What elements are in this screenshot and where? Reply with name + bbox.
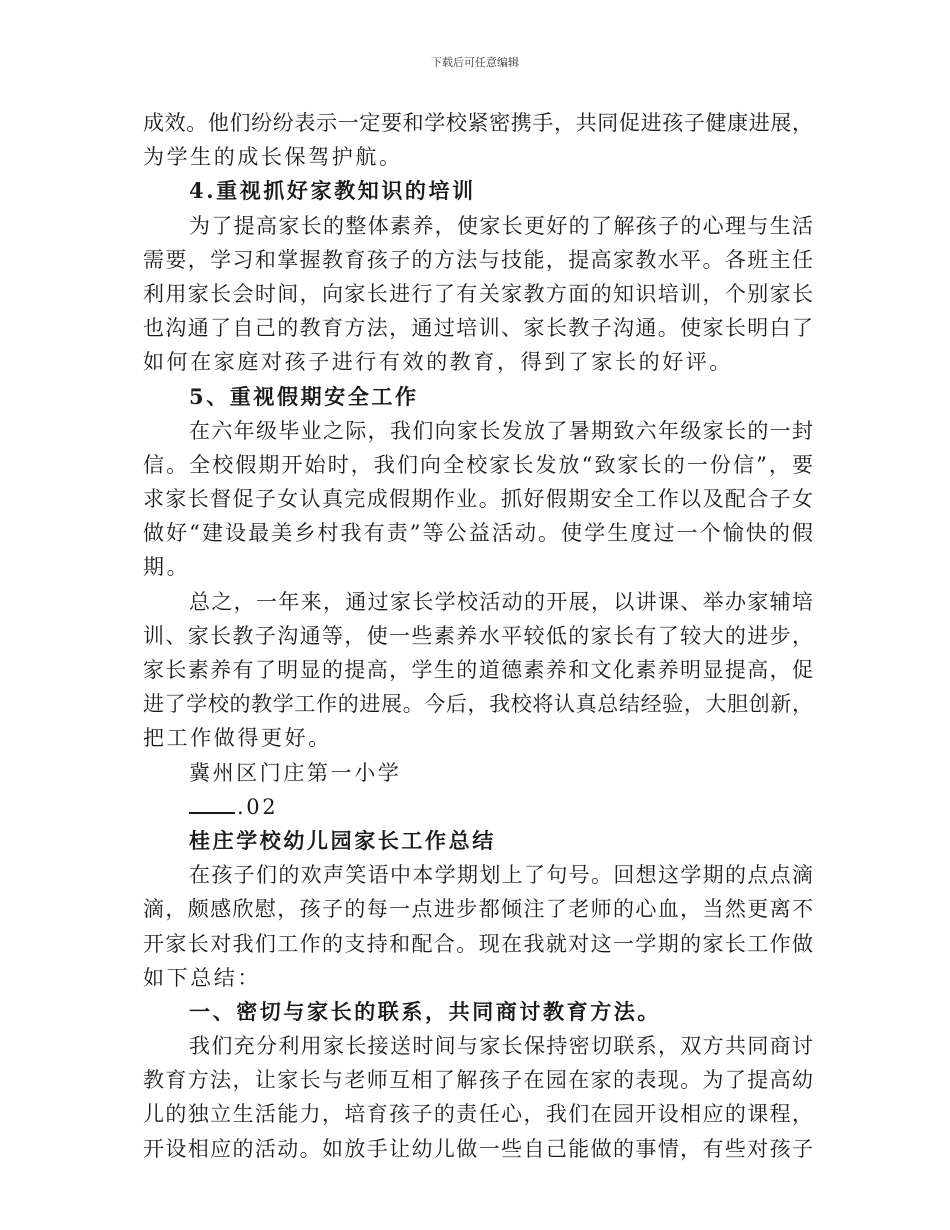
text-line: 冀州区门庄第一小学 [189,760,402,785]
text-line: 需要，学习和掌握教育孩子的方法与技能，提高家教水平。各班主任 [143,247,813,272]
text-line: 为学生的成长保驾护航。 [143,145,403,170]
text-line: 成效。他们纷纷表示一定要和学校紧密携手，共同促进孩子健康进展， [143,111,813,135]
text-line: 总之，一年来，通过家长学校活动的开展，以讲课、举办家辅培 [189,589,813,614]
section-heading: 一、密切与家长的联系，共同商讨教育方法。 [189,998,661,1024]
text-line: 开家长对我们工作的支持和配合。现在我就对这一学期的家长工作做 [143,931,813,956]
text-line: 如下总结： [143,965,261,990]
text-line: 教育方法，让家长与老师互相了解孩子在园在家的表现。为了提高幼 [143,1068,813,1093]
text-line [143,790,813,824]
section-heading: 桂庄学校幼儿园家长工作总结 [189,827,496,853]
text-line: 进了学校的教学工作的进展。今后，我校将认真总结经验，大胆创新， [143,692,813,717]
text-line: 求家长督促子女认真完成假期作业。抓好假期安全工作以及配合子女 [143,487,813,512]
text-line: 滴，颇感欣慰，孩子的每一点进步都倾注了老师的心血，当然更离不 [143,897,813,922]
section-heading: 5、重视假期安全工作 [189,383,419,409]
text-line: 家长素养有了明显的提高，学生的道德素养和文化素养明显提高，促 [143,658,813,682]
text-line: 利用家长会时间，向家长进行了有关家教方面的知识培训，个别家长 [143,281,813,306]
text-line: 训、家长教子沟通等，使一些素养水平较低的家长有了较大的进步， [143,623,813,648]
text-line: 我们充分利用家长接送时间与家长保持密切联系，双方共同商讨 [189,1034,813,1059]
text-line: 儿的独立生活能力，培育孩子的责任心，我们在园开设相应的课程， [143,1102,813,1127]
page-header-note: 下载后可任意编辑 [431,56,519,69]
section-heading: 4.重视抓好家教知识的培训 [189,178,476,204]
text-line: 开设相应的活动。如放手让幼儿做一些自己能做的事情，有些对孩子 [143,1136,813,1161]
date-blank [189,790,235,814]
document-body [143,106,813,1166]
text-line: 为了提高家长的整体素养，使家长更好的了解孩子的心理与生活 [189,213,813,238]
date-suffix: .02 [237,794,279,819]
text-line: 期。 [143,555,191,580]
text-line: 把工作做得更好。 [143,726,332,751]
text-line: 在六年级毕业之际，我们向家长发放了暑期致六年级家长的一封 [189,418,813,443]
text-line: 如何在家庭对孩子进行有效的教育，得到了家长的好评。 [143,350,733,375]
text-line: 信。全校假期开始时，我们向全校家长发放“致家长的一份信”，要 [143,452,813,477]
text-line: 也沟通了自己的教育方法，通过培训、家长教子沟通。使家长明白了 [143,316,813,341]
text-line: 在孩子们的欢声笑语中本学期划上了句号。回想这学期的点点滴 [189,863,813,888]
text-line: 做好“建设最美乡村我有责”等公益活动。使学生度过一个愉快的假 [143,521,813,546]
